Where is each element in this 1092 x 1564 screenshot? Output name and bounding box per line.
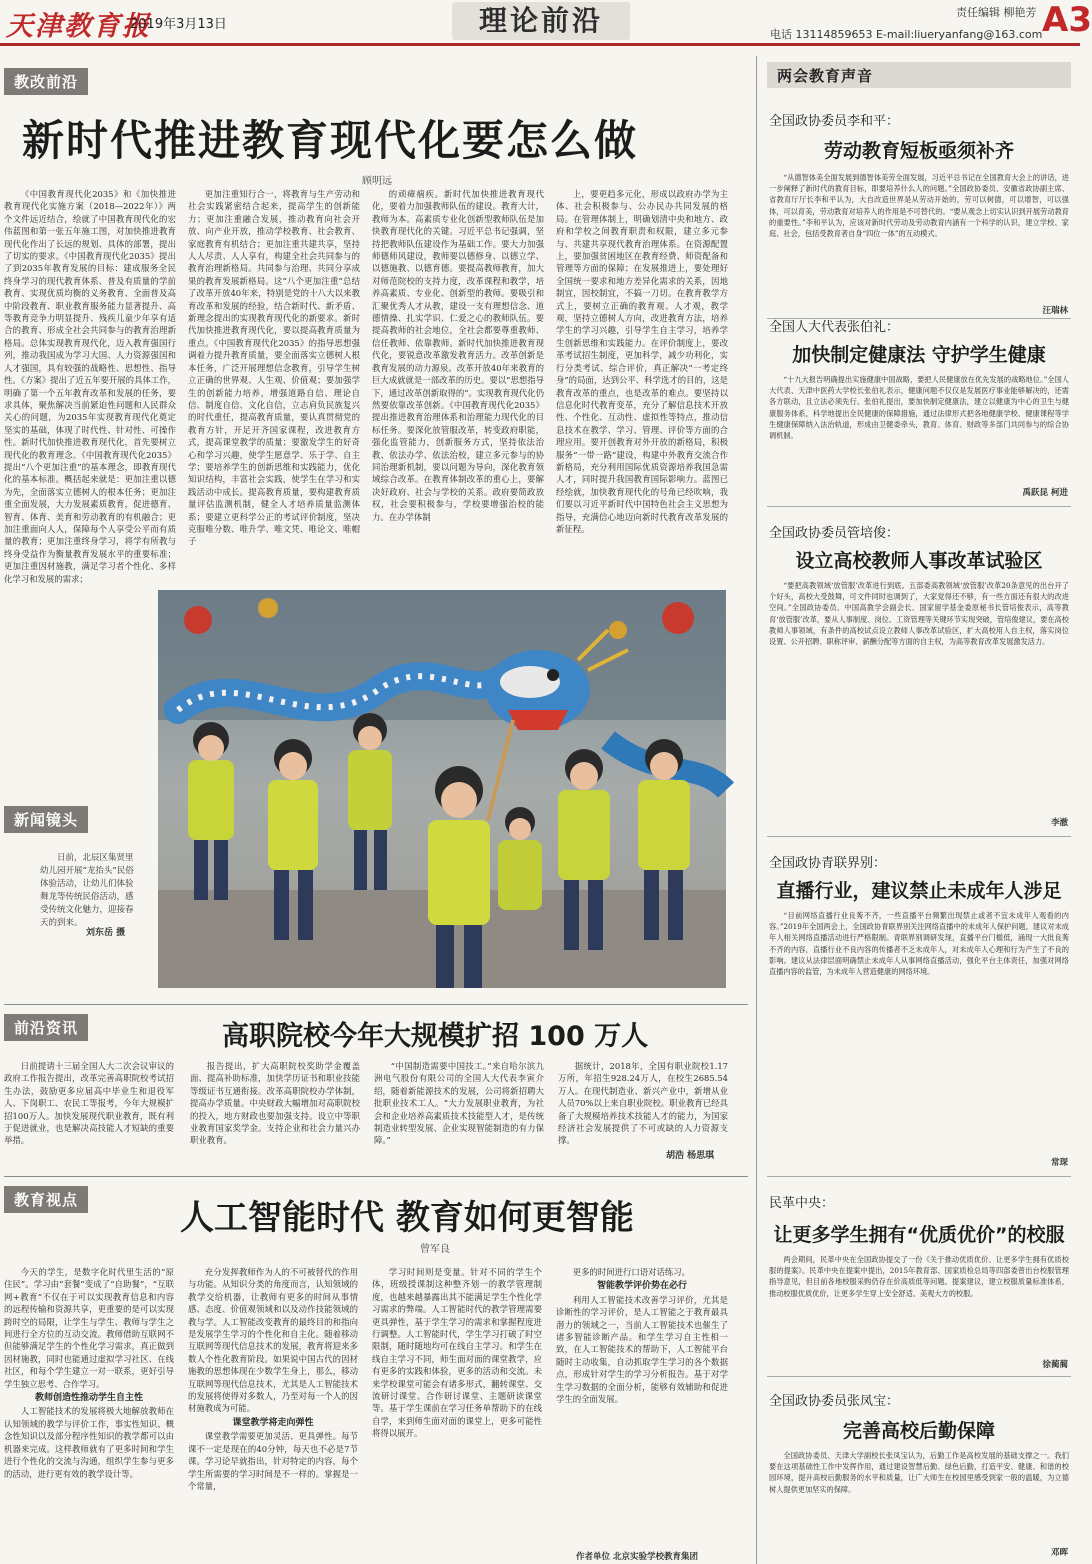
article3-subhead-2: 课堂教学将走向弹性	[232, 1417, 314, 1428]
article2-column-2: 报告提出，扩大高职院校奖助学金覆盖面、提高补助标准，加快学历证书和职业技能等级证书互通衔接。改革高职院校办学体制，提高办学质量。中央财政大幅增加对高职院校的投入，地方财政也要加强支持。设立中等职业教育国家奖学金。支持企业和社会力量兴办职业教育。	[190, 1061, 360, 1146]
divider	[767, 506, 1071, 507]
article2-column-3: “中国制造需要中国技工。”来自哈尔滨九洲电气股份有限公司的全国人大代表李寅介绍，随着新能源技术的发展，公司将新招聘大批职业技术工人。“大力发展职业教育，为社会和企业培养高素质技术技能型人才，是传统制造业转型发展、企业实现智能制造的有力保障。”	[374, 1061, 544, 1146]
speaker-body: “十九大报告明确提出实施健康中国战略，要把人民健康放在优先发展的战略地位。”全国人大代表、天津中医药大学校长张伯礼表示，健康问题不仅仅是发展医疗事业能够解决的，还需各方联动，且立法必须先行。张伯礼提出，要加快制定健康法，建立以健康为中心的卫生与健康服务体系，科学地提出全民健康的保障措施，通过法律形式把各地健康学校、健康课程等学生健康保障纳入法治轨道，形成由卫健委牵头，教育、体育、财政等多部门共同参与的综合协调机制。	[769, 375, 1069, 441]
editor-credit: 责任编辑 柳艳芳	[956, 6, 1037, 19]
section-tag-frontier-news: 前沿资讯	[4, 1014, 88, 1041]
divider	[767, 836, 1071, 837]
article2-column-1: 日前提请十三届全国人大二次会议审议的政府工作报告提出，改革完善高职院校考试招生办法，鼓励更多应届高中毕业生和退役军人、下岗职工、农民工等报考，今年大规模扩招100万人。加快发展现代职业教育，既有利于促进就业，也是解决高技能人才短缺的重要举措。	[4, 1061, 174, 1146]
masthead	[0, 0, 1092, 46]
paragraph: 人工智能技术的发展将极大地解放教师在认知领域的教学与评价工作，事实性知识、概念性知识以及部分程序性知识的教学都可以由机器来完成。这样教师就有了更多时间和学生进行个性化的交流与沟通，组织学生参与更多的活动，进行更有效的教学设计等。	[4, 1406, 174, 1479]
reporter-credit: 徐蔺蔺	[1042, 1360, 1068, 1370]
section-tag-news-lens: 新闻镜头	[4, 806, 88, 833]
divider	[767, 1176, 1071, 1177]
reporter-credit: 常琛	[1050, 1158, 1068, 1168]
reporter-credit: 汪瑞林	[1042, 306, 1068, 316]
article1-column-2: 更加注重知行合一，将教育与生产劳动和社会实践紧密结合起来，提高学生的创新能力；更加注重融合发展，推动教育向社会开放、向产业开放，推动学校教育、社会教育、家庭教育有机结合；更加注重共建共享，坚持人人尽责、人人享有，构建全社会共同参与的教育治理新格局。共同参与治理、共同分享成果的教育发展新格局。这“八个更加注重”总结了改革开放40年来，特别是党的十八大以来教育改革和发展的经验，结合新时代、新矛盾、新理念提出的实现教育现代化的新要求。新时代加快推进教育现代化，要以提高教育质量为重点。《中国教育现代化2035》的指导思想强调着力提升教育质量，要全面落实立德树人根本任务，广泛开展理想信念教育，引导学生树立正确的世界观、人生观、价值观；要加强学生的创新能力培养，增强道路自信、理论自信、制度自信、文化自信，立志肩负民族复兴的时代重任，提高教育质量，要认真贯彻党的教育方针，开足开齐国家课程，改进教育方式，提高课堂教学的质量；要激发学生的好奇心和学习兴趣，使学生愿意学、乐于学、自主学；要培养学生的创新思维和实践能力，优化知识结构，丰富社会实践，使学生在学习和实践活动中成长。提高教育质量，要构建教育质量评估监测机制，健全人才培养质量监测体系；要建立更科学公正的考试评价制度，坚决克服唯分数、唯升学、唯文凭、唯论文、唯帽子	[188, 189, 360, 547]
reporter-credit: 禹跃昆 柯进	[1022, 488, 1068, 498]
article3-author: 曾军良	[420, 1244, 450, 1255]
speaker-headline: 直播行业，建议禁止未成年人涉足	[776, 880, 1062, 902]
article1-column-1: 《中国教育现代化2035》和《加快推进教育现代化实施方案（2018—2022年）》两个文件远近结合，绘就了中国教育现代化的宏伟蓝图和第一张五年施工图，对加快推进教育现代化作出了长远的规划、具体的部署，提出了切实的要求。《中国教育现代化2035》提出了到2035年教育发展的目标：建成服务全民终身学习的现代教育体系、普及有质量的学前教育、实现优质均衡的义务教育、全面普及高中阶段教育、职业教育服务能力显著提升、高等教育竞争力明显提升、残疾儿童少年享有适合的教育、形成全社会共同参与的教育治理新格局。总体实现教育现代化，迈入教育强国行列，推动我国成为学习大国、人力资源强国和人才强国，具有较强的战略性、思想性、指导性。《方案》提出了近五年要开展的具体工作，明确了第一个五年教育改革和发展的任务，要求具体，聚焦解决当前紧迫性问题和人民群众关心的问题，为2035年实现教育现代化奠定坚实的基础，体现了时代性、针对性、可操作性。新时代加快推进教育现代化，首先要树立现代化的教育理念。《中国教育现代化2035》提出“八个更加注重”的基本理念，即教育现代化的基本标准。概括起来就是：更加注重以德为先，全面落实立德树人的根本任务；更加注重全面发展，大力发展素质教育，促进德育、智育、体育、美育和劳动教育的有机融合；更加注重面向人人，保障每个人享受公平而有质量的教育；更加注重终身学习，将学有所教与终身受益作为衡量教育发展水平的重要标准；更加注重因材施教，满足学习者个性化、多样化学习和发展的需求；	[4, 189, 176, 584]
two-sessions-column	[756, 56, 1080, 1564]
speaker-body: 全国政协委员、天津大学副校长张凤宝认为，后勤工作是高校发展的基础支撑之一。我们要在这项基础性工作中发挥作用，通过建设智慧后勤、绿色后勤，打造平安、健康、和谐的校园环境，提升高校后勤服务的水平和质量，让广大师生在校园里感受到家一般的温暖，为立德树人提供更加坚实的保障。	[769, 1451, 1069, 1494]
paragraph: 课堂教学需要更加灵活、更具弹性。每节课不一定是现在的40分钟，每天也不必是7节课。学习论早就指出，针对特定的内容，每个学生所需要的学习时间是不一样的。掌握是一个常量，	[188, 1431, 358, 1491]
speaker-name: 全国人大代表张伯礼：	[769, 320, 900, 335]
page-number: A3	[1042, 0, 1092, 40]
speaker-name: 全国政协委员张凤宝：	[769, 1394, 900, 1409]
two-sessions-header	[767, 62, 1071, 88]
reporter-credit: 邓晖	[1050, 1548, 1068, 1558]
speaker-name: 民革中央：	[769, 1196, 835, 1211]
article1-title: 新时代推进教育现代化要怎么做	[22, 116, 639, 165]
article3-column-2	[188, 1266, 358, 1564]
speaker-name: 全国政协青联界别：	[769, 856, 887, 871]
photo-credit: 刘东岳 摄	[86, 928, 126, 938]
speaker-headline: 劳动教育短板亟须补齐	[823, 140, 1014, 162]
article3-author-affiliation: 作者单位 北京实验学校教育集团	[576, 1552, 698, 1562]
section-tag-education-view: 教育视点	[4, 1186, 88, 1213]
speaker-headline: 设立高校教师人事改革试验区	[795, 550, 1043, 572]
speaker-body: 两会期间，民革中央在全国政协提交了一份《关于推动优质优价、让更多学生拥有优质校服的提案》。民革中央在提案中提出，2015年教育部、国家质检总局等四部委曾出台校服管理指导意见，但目前各地校服采购仍存在价高质低等问题。提案建议，建立校服质量标准体系，推动校服优质优价，让更多学生穿上安全舒适、美观大方的校服。	[769, 1255, 1069, 1298]
article3-subhead-1: 教师创造性推动学生自主性	[34, 1393, 143, 1404]
photo-caption: 日前，北辰区集贤里幼儿园开展“龙抬头”民俗体验活动，让幼儿们体验舞龙等传统民俗活动，感受传统文化魅力，迎接春天的到来。	[40, 853, 134, 928]
divider	[4, 1004, 748, 1005]
news-photo	[158, 590, 726, 988]
paragraph: 更多的时间进行口语对话练习。	[572, 1267, 691, 1277]
reporter-credit: 李澈	[1050, 818, 1068, 828]
speaker-headline: 加快制定健康法 守护学生健康	[792, 344, 1046, 366]
article3-subhead-3: 智能教学评价势在必行	[596, 1281, 687, 1292]
paragraph: 今天的学生，是数字化时代里生活的“原住民”。学习由“套餐”变成了“自助餐”，“互联网+教育”不仅在于可以实现教育信息和内容的远程传输和资源共享，更重要的是可以实现跨时空的局限，让学生与学生、教师与学生之间进行全方位的互动交流。教师借助互联网不但能够满足学生的个性化学习需求，真正做到因材施教，同时也能通过虚拟学习社区、在线社区，和每个学生建立一对一联系，更好引导学生独立思考、合作学习。	[4, 1267, 174, 1389]
article2-title: 高职院校今年大规模扩招 100 万人	[222, 1021, 649, 1052]
paragraph: 利用人工智能技术改善学习评价，尤其是诊断性的学习评价，是人工智能之于教育最具潜力的领域之一，当前人工智能技术也催生了诸多智能诊断产品。和学生学习自主性相一致，在人工智能技术的帮助下，人工智能平台随时主动收集，自动抓取学生学习的各个数据点，形成针对学生的学习分析报告。基于对学生学习数据的全面分析，能够有效辅助和促进学生的全面发展。	[556, 1294, 728, 1405]
paragraph: 充分发挥教师作为人的不可被替代的作用与功能。从知识分类的角度而言，认知领域的教学交给机器，让教师有更多的时间从事情感、态度、价值观领域和以及动作技能领域的教与学。人工智能改变教育的最终目的和指向是发展学生学习的个性化和自主化。随着移动互联网等现代信息技术的发展，教育将迎来多数人个性化教育阶段。如果说中国古代的因材施教的思想体现在少数学生身上，那么，移动互联网等现代信息技术，尤其是人工智能技术的发展将使得对多数人，乃至对每一个人的因材施教成为可能。	[188, 1267, 358, 1414]
speaker-body: “要把高教领域‘放管服’改革进行到底。五部委高教领域‘放管服’改革20条意见的出台开了个好头，高校大受鼓舞，可文件同时也调到了，大家觉得还不够，有一些方面还有很大的改进空间。”全国政协委员、中国高教学会副会长、国家留学基金委原秘书长管培俊表示，高等教育‘放管服’改革，要从人事制度、岗位、工资管理等关键环节实现突破，管培俊建议，要在高校教师人事领域，有条件的高校试点设立教师人事改革试验区，扩大高校用人自主权，落实岗位设置、公开招聘、职称评审、薪酬分配等方面的自主权，为高等教育改革发展激发活力。	[769, 581, 1069, 647]
section-title: 理论前沿	[452, 2, 630, 40]
article2-author: 胡浩 杨思琪	[666, 1151, 715, 1161]
article3-column-1	[4, 1266, 174, 1564]
speaker-name: 全国政协委员管培俊：	[769, 526, 900, 541]
divider	[767, 1376, 1071, 1377]
article3-column-4	[556, 1266, 728, 1546]
speaker-headline: 完善高校后勤保障	[842, 1420, 995, 1442]
speaker-body: “目前网络直播行业良莠不齐，一些直播平台频繁出现禁止或者不宜未成年人观看的内容。”2019年全国两会上，全国政协青联界别关注网络直播中的未成年人保护问题，建议对未成年人相关网络直播活动进行严格限制。青联界别调研发现，直播平台门槛低，涌现一大批良莠不齐的内容，直播行业不良内容的传播者不乏未成年人，对未成年人心理和行为产生了不良的影响。建议从法律层面明确禁止未成年人从事网络直播活动，强化平台主体责任，加强对网络直播内容的监管，为未成年人营造健康的网络环境。	[769, 911, 1069, 977]
dragon-dance-photo-image	[158, 590, 726, 988]
article1-author: 顾明远	[362, 176, 392, 187]
speaker-headline: 让更多学生拥有“优质优价”的校服	[773, 1224, 1065, 1246]
contact-info: 电话 13114859653 E-mail:liueryanfang@163.com	[770, 28, 1043, 41]
speaker-body: “从德智体美全面发展到德智体美劳全面发展，习近平总书记在全国教育大会上的讲话，进一步阐释了新时代的教育目标，即要培养什么人的问题。”全国政协委员、安徽省政协副主席、省教育厅厅长李和平认为，大自改造世界是从劳动开始的，劳可以树德，可以增智，可以强体，可以育美，劳动教育对培养人的作用是不可替代的。“要从观念上切实认识到开展劳动教育的重要性。”李和平认为，应该对新时代劳动及劳动教育内涵有一个科学的认识，建立学校、家庭、社会，包括受教育者自身“四位一体”的互动模式。	[769, 173, 1069, 239]
article1-column-4: 上，要更趋多元化，形成以政府办学为主体、社会积极参与、公办民办共同发展的格局。在管理体制上，明确划清中央和地方、政府和学校之间教育职责和权限，建立多元参与、共建共享现代教育治理体系。在资源配置上，要加强贫困地区在教育经费、师资配备和管理等方面的保障；在发展推进上，要处理好全国统一要求和地方差异化需求的关系，因地制宜，因校制宜，不搞一刀切。在教育教学方式上，要树立正确的教育观、人才观，教学观，坚持立德树人方向，改进教育方法，培养学生的学习兴趣，引导学生自主学习，培养学生创新思维和实践能力。在评价制度上，要改革考试招生制度，更加科学，减少功利化，实行分类考试、综合评价，真正解决“一考定终身”的局面，达到公平、科学选才的目的，这是教育改革的重点，也是改革的难点。要坚持以信息化时代教育变革，充分了解信息技术开放性、个性化、互动性、虚拟性等特点，推动信息技术在教学、学习、管理、评价等方面的合理应用。要开创教育对外开放的新格局，积极服务“一带一路”建设，构建中外教育交流合作新格局，充分利用国际优质资源培养我国急需人才，同时提升我国教育国际影响力。蓝图已经绘就，加快教育现代化的号角已经吹响，我们要以习近平新时代中国特色社会主义思想为指导，充满信心地迈向新时代教育改革发展的新征程。	[556, 189, 728, 534]
article1-column-3: 的顽瘴痼疾。新时代加快推进教育现代化，要着力加强教师队伍的建设。教育大计，教师为本。高素质专业化创新型教师队伍是加快教育现代化的关键。习近平总书记强调，坚持把教师队伍建设作为基础工作。要大力加强师德师风建设，教师要以德修身、以德立学、以德施教、以德育德。要提高教师教育，加大对师范院校的支持力度，改革课程和教学，培养高素质、专业化、创新型的教师。要吸引和汇聚优秀人才从教，建设一支有理想信念、道德情操、扎实学识、仁爱之心的教师队伍。要提高教师的社会地位，全社会都要尊重教师、信任教师、依靠教师。新时代加快推进教育现代化，要锐意改革激发教育活力。改革创新是教育发展的动力源泉。改革开放40年来教育的巨大成就就是一部改革的历史。要以“思想指导下，通过改革创新取得的”。实现教育现代化仍然要依靠改革创新。《中国教育现代化2035》提出推进教育治理体系和治理能力现代化的目标任务。要深化放管服改革，转变政府职能，强化监管能力，创新服务方式，坚持依法治教、依法办学、依法治校，建立多元参与的协同治理新机制，要以问题为导向，深化教育领域综合改革。在教育体制改革的重心上，要解决好政府、社会与学校的关系。政府要简政放权，社会要积极参与，学校要增强治校的能力。在办学体制	[372, 189, 544, 522]
section-tag-reform: 教改前沿	[4, 68, 88, 95]
two-sessions-title: 两会教育声音	[777, 67, 874, 85]
issue-date: 2019年3月13日	[130, 17, 227, 32]
article3-column-3: 学习时间则是变量。针对不同的学生个体，班级授课制这种整齐划一的教学管理制度，也越来越暴露出其不能满足学生个性化学习需求的弊端。人工智能时代的教学管理需要更具弹性，基于学生学习的需求和掌握程度进行调整。人工智能时代，学生学习打破了时空限制，随时随地均可在线自主学习。和学生在线自主学习不同，师生面对面的课堂教学，应有更多的实践和体验，更多的活动和交流。未来学校课堂可能会有诸多形式，翻转课堂、交流研讨课堂、合作研讨课堂、主题研读课堂等。基于学生课前在学习任务单帮助下的在线自学，来到师生面对面的课堂上，更多可能性将得以展开。	[372, 1267, 542, 1439]
divider	[4, 1176, 748, 1177]
newspaper-logo: 天津教育报	[6, 11, 151, 42]
article3-title: 人工智能时代 教育如何更智能	[180, 1198, 634, 1238]
speaker-name: 全国政协委员李和平：	[769, 114, 900, 129]
article2-column-4: 据统计，2018年，全国有职业院校1.17万所，年招生928.24万人，在校生2685.54万人。在现代制造业、新兴产业中，新增从业人员70%以上来自职业院校。职业教育已经具备了大规模培养技术技能人才的能力，为国家经济社会发展提供了不可或缺的人力资源支撑。	[558, 1061, 728, 1146]
